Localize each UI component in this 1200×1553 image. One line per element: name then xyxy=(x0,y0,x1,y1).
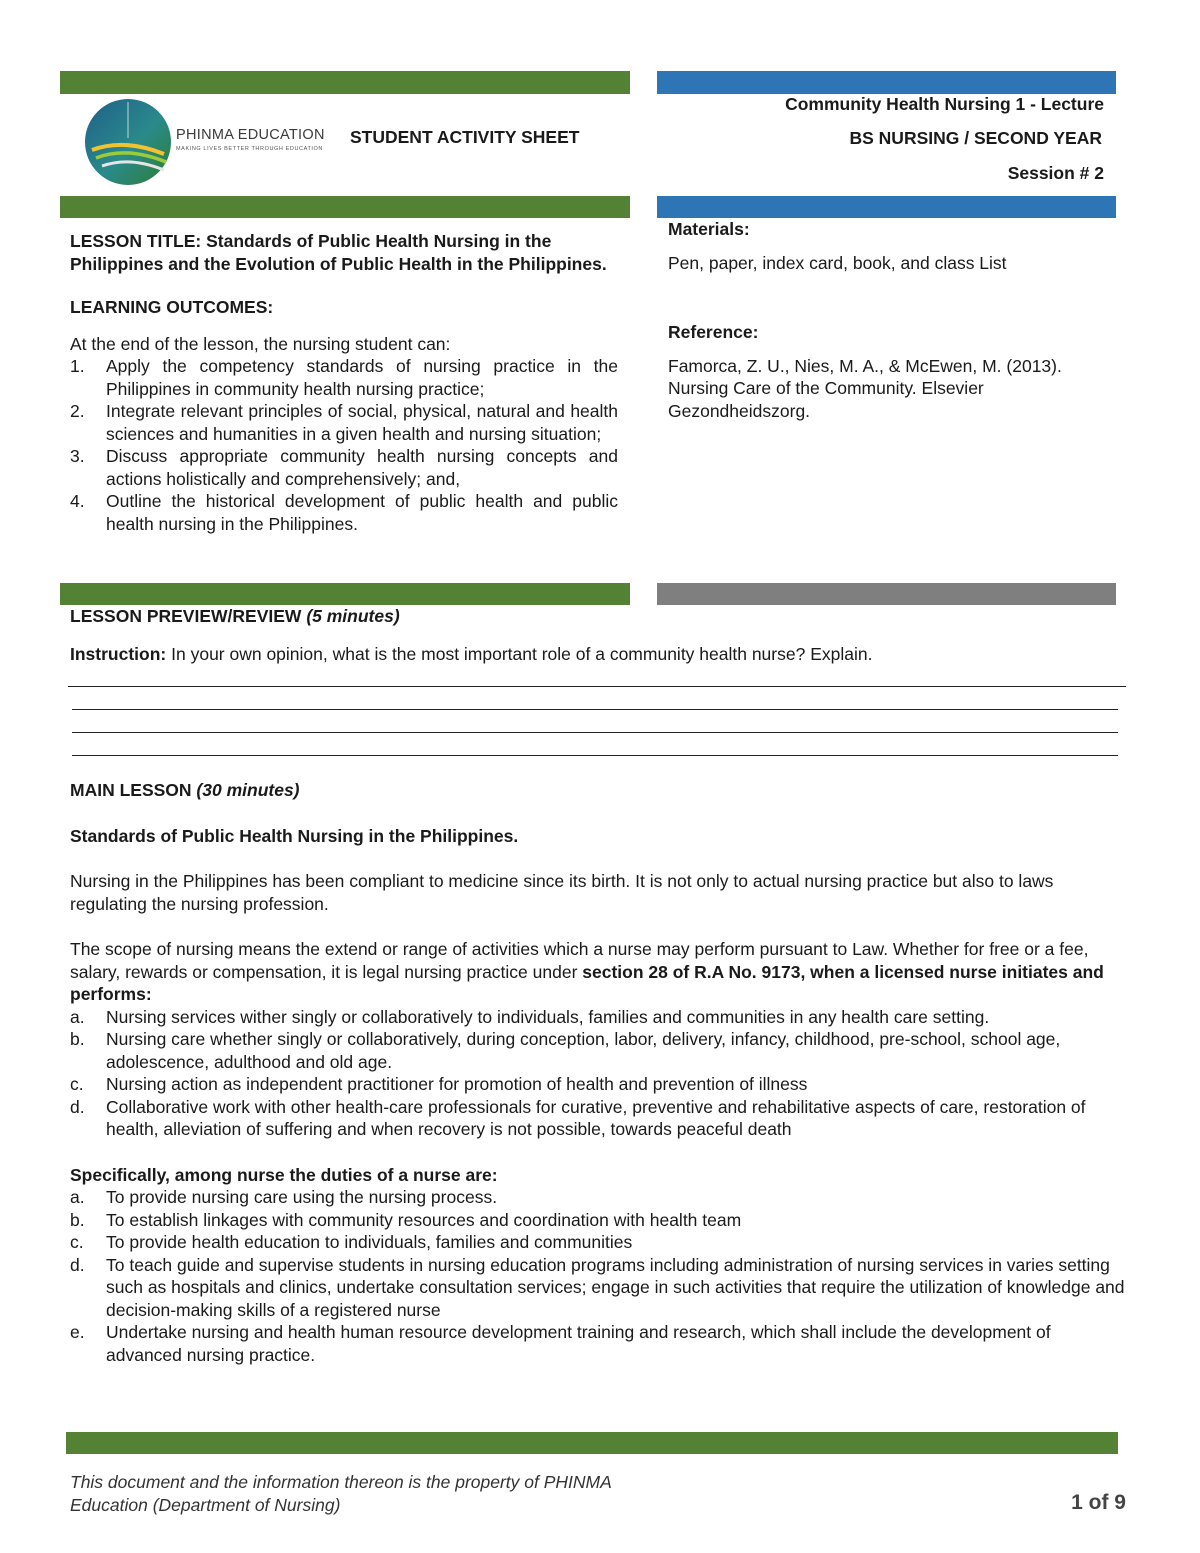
list-item xyxy=(70,1006,1130,1029)
list-item xyxy=(70,490,618,535)
item-number: 1. xyxy=(70,356,85,376)
item-number: 4. xyxy=(70,491,85,511)
instruction-text: In your own opinion, what is the most important role of a community health nurse? Explain. xyxy=(171,644,873,664)
answer-line[interactable] xyxy=(72,755,1118,756)
instruction-label: Instruction: xyxy=(70,644,167,664)
item-letter: a. xyxy=(70,1187,85,1207)
item-text: Integrate relevant principles of social, physical, natural and health sciences and humanities in a given health and nursing situation; xyxy=(106,401,618,444)
item-number: 2. xyxy=(70,401,85,421)
session-number: Session # 2 xyxy=(1007,163,1104,183)
section-bar-left xyxy=(60,583,630,605)
answer-line[interactable] xyxy=(68,686,1126,687)
list-item xyxy=(70,1028,1130,1073)
materials-heading: Materials: xyxy=(668,219,750,239)
list-item xyxy=(70,1073,1130,1096)
main-subheading: Standards of Public Health Nursing in the Philippines. xyxy=(70,825,519,846)
item-text: To establish linkages with community resources and coordination with health team xyxy=(106,1209,742,1230)
lesson-title-text: Standards of Public Health Nursing in the Philippines and the Evolution of Public Health in the Philippines. xyxy=(70,231,607,274)
list-item xyxy=(70,1096,1130,1141)
footer-bar xyxy=(66,1432,1118,1454)
lesson-title-label: LESSON TITLE: xyxy=(70,231,202,251)
phinma-logo-icon xyxy=(84,98,174,188)
program-year: BS NURSING / SECOND YEAR xyxy=(849,128,1102,148)
law-reference: section 28 of R.A No. 9173, when a licensed nurse initiates and performs: xyxy=(70,961,1104,1004)
list-item xyxy=(70,1321,1130,1366)
list-item xyxy=(70,445,618,490)
item-number: 3. xyxy=(70,446,85,466)
logo-brand-text: PHINMA EDUCATION xyxy=(176,127,325,143)
learning-outcomes-heading: LEARNING OUTCOMES: xyxy=(70,297,274,317)
header-bar-left-top xyxy=(60,71,630,94)
item-text: Nursing action as independent practitioner for promotion of health and prevention of illness xyxy=(106,1074,808,1094)
item-text: Discuss appropriate community health nursing concepts and actions holistically and comprehensively; and, xyxy=(106,446,618,489)
preview-heading xyxy=(70,606,400,627)
paragraph-text: The scope of nursing means the extend or range of activities which a nurse may perform pursuant to Law. Whether for free or a fee, salary, rewards or compensation, it is legal nursing practice under xyxy=(70,939,1089,982)
scope-list xyxy=(70,1006,1130,1141)
duties-heading: Specifically, among nurse the duties of a nurse are: xyxy=(70,1164,498,1185)
main-lesson xyxy=(70,779,1130,1366)
main-heading xyxy=(70,779,1130,802)
section-bar-right xyxy=(657,583,1116,605)
list-item xyxy=(70,355,618,400)
paragraph: Nursing in the Philippines has been compliant to medicine since its birth. It is not only to actual nursing practice but also to laws regulating the nursing profession. xyxy=(70,871,1054,914)
page-number: 1 of 9 xyxy=(1071,1491,1126,1514)
item-text: To provide nursing care using the nursing process. xyxy=(106,1187,498,1207)
item-text: Apply the competency standards of nursing practice in the Philippines in community health nursing practice; xyxy=(106,356,618,399)
footer-notice xyxy=(70,1471,612,1517)
main-time: (30 minutes) xyxy=(196,780,300,800)
materials-column xyxy=(668,218,1108,422)
phinma-logo xyxy=(84,98,329,188)
outcomes-list xyxy=(70,355,618,535)
list-item xyxy=(70,400,618,445)
reference-text: Famorca, Z. U., Nies, M. A., & McEwen, M. (2013). Nursing Care of the Community. Elsevier Gezondheidszorg. xyxy=(668,355,1062,421)
item-text: Nursing services wither singly or collaboratively to individuals, families and communities in any health care setting. xyxy=(106,1006,990,1027)
answer-line[interactable] xyxy=(72,732,1118,733)
item-letter: b. xyxy=(70,1029,85,1049)
list-item xyxy=(70,1254,1130,1322)
item-text: Collaborative work with other health-care professionals for curative, preventive and rehabilitative aspects of care, restoration of health, alleviation of suffering and when recovery is not possible, towards peaceful death xyxy=(106,1096,1086,1139)
logo-tagline: MAKING LIVES BETTER THROUGH EDUCATION xyxy=(176,146,323,152)
item-letter: b. xyxy=(70,1209,85,1230)
preview-instruction xyxy=(70,644,872,665)
reference-heading: Reference: xyxy=(668,322,759,342)
materials-text: Pen, paper, index card, book, and class List xyxy=(668,252,1007,273)
item-text: To provide health education to individuals, families and communities xyxy=(106,1232,633,1252)
main-heading-text: MAIN LESSON xyxy=(70,780,192,800)
paragraph xyxy=(70,938,1130,1006)
preview-time: (5 minutes) xyxy=(306,606,400,626)
list-item xyxy=(70,1231,1130,1254)
footer-line: Education (Department of Nursing) xyxy=(70,1495,341,1515)
item-letter: d. xyxy=(70,1096,85,1117)
lesson-title xyxy=(70,230,618,275)
duties-list xyxy=(70,1186,1130,1366)
item-letter: c. xyxy=(70,1232,84,1252)
outcomes-intro: At the end of the lesson, the nursing student can: xyxy=(70,333,451,354)
preview-heading-text: LESSON PREVIEW/REVIEW xyxy=(70,606,302,626)
footer-line: This document and the information thereon is the property of PHINMA xyxy=(70,1472,612,1492)
list-item xyxy=(70,1209,1130,1232)
item-text: Nursing care whether singly or collaboratively, during conception, labor, delivery, infancy, childhood, pre-school, school age, adolescence, adulthood and old age. xyxy=(106,1029,1061,1072)
item-text: Outline the historical development of public health and public health nursing in the Philippines. xyxy=(106,491,618,534)
item-letter: e. xyxy=(70,1322,85,1342)
item-text: Undertake nursing and health human resource development training and research, which shall include the development of advanced nursing practice. xyxy=(106,1322,1051,1365)
sheet-title: STUDENT ACTIVITY SHEET xyxy=(350,127,580,147)
answer-line[interactable] xyxy=(72,709,1118,710)
course-title: Community Health Nursing 1 - Lecture xyxy=(785,94,1104,114)
list-item xyxy=(70,1186,1130,1209)
item-letter: c. xyxy=(70,1074,84,1094)
header-bar-right-bottom xyxy=(657,196,1116,218)
header-bar-right-top xyxy=(657,71,1116,94)
item-letter: a. xyxy=(70,1006,85,1027)
item-letter: d. xyxy=(70,1254,85,1275)
item-text: To teach guide and supervise students in nursing education programs including administration of nursing services in varies setting such as hospitals and clinics, undertake consultation services; engage in such activities that require the utilization of knowledge and decision-making skills of a registered nurse xyxy=(106,1254,1125,1320)
header-bar-left-bottom xyxy=(60,196,630,218)
lesson-column xyxy=(70,230,618,535)
